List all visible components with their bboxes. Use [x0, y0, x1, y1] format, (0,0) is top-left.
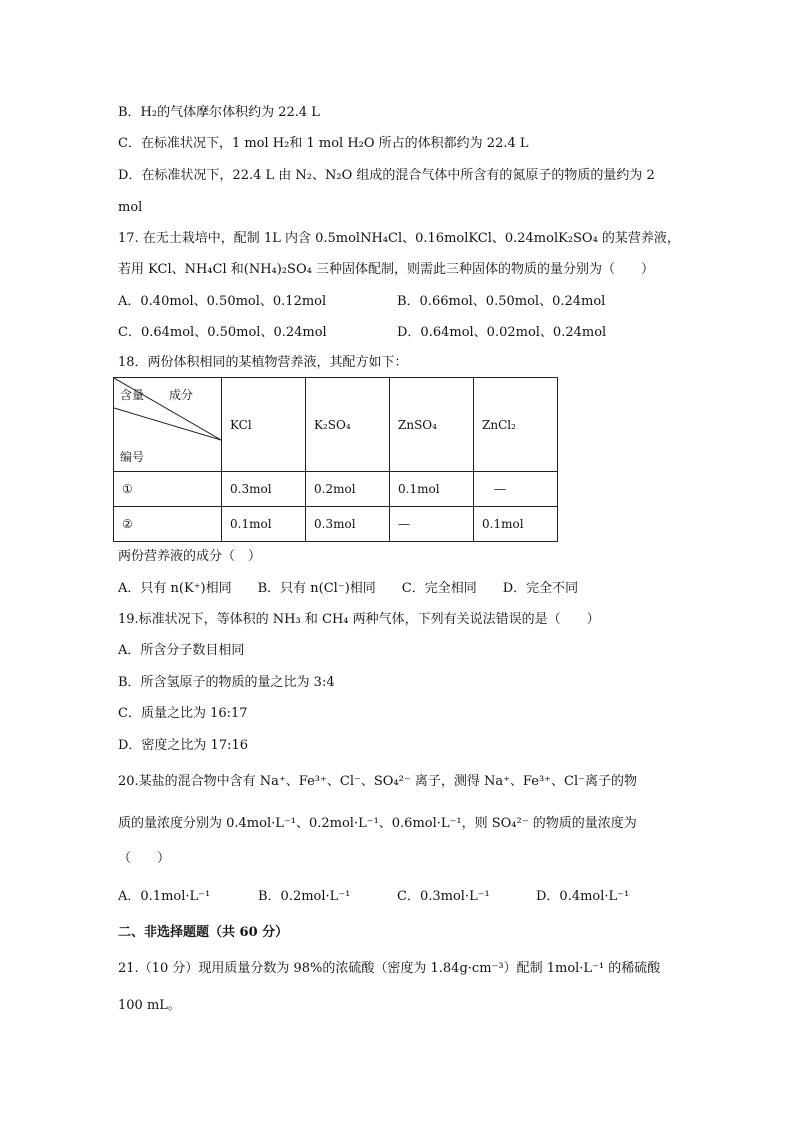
q17-option-b: B．0.66mol、0.50mol、0.24mol — [397, 294, 606, 309]
q19-option-a: A．所含分子数目相同 — [118, 643, 245, 658]
q16-option-b: B．H₂的气体摩尔体积约为 22.4 L — [118, 105, 320, 120]
q17-stem-1: 17. 在无土栽培中，配制 1L 内含 0.5molNH₄Cl、0.16molKCl、0.24molK₂SO₄ 的某营养液， — [118, 231, 680, 246]
q19-option-d: D．密度之比为 17:16 — [118, 738, 249, 753]
table-cell: 0.2mol — [306, 472, 390, 507]
table-cell: 0.1mol — [474, 507, 558, 542]
q20-stem-2: 质的量浓度分别为 0.4mol·L⁻¹、0.2mol·L⁻¹、0.6mol·L⁻¹，则 SO₄²⁻ 的物质的量浓度为 — [118, 816, 637, 831]
table-cell: 0.3mol — [306, 507, 390, 542]
header-content-label: 含量 — [120, 388, 145, 402]
q20-paren: （ ） — [118, 851, 171, 866]
table-cell: 0.1mol — [222, 507, 306, 542]
q17-option-d: D．0.64mol、0.02mol、0.24mol — [397, 325, 607, 340]
q20-option-b: B．0.2mol·L⁻¹ — [258, 889, 351, 904]
table-cell: — — [390, 507, 474, 542]
table-row — [114, 507, 558, 542]
table-cell: 0.3mol — [222, 472, 306, 507]
row-id: ① — [114, 472, 222, 507]
q21-line-2: 100 mL。 — [118, 998, 181, 1013]
column-header: KCl — [222, 378, 306, 472]
q17-option-a: A．0.40mol、0.50mol、0.12mol — [118, 294, 327, 309]
q18-options: A．只有 n(K⁺)相同 B．只有 n(Cl⁻)相同 C．完全相同 D．完全不同 — [118, 581, 579, 596]
q17-stem-2: 若用 KCl、NH₄Cl 和(NH₄)₂SO₄ 三种固体配制，则需此三种固体的物质的量分别为（ ） — [118, 262, 654, 277]
q18-question: 两份营养液的成分（ ） — [118, 549, 262, 564]
table-cell: — — [474, 472, 558, 507]
table-header-diagonal-cell — [114, 378, 222, 472]
q18-stem: 18．两份体积相同的某植物营养液，其配方如下： — [118, 355, 408, 370]
q18-table — [113, 377, 558, 542]
q20-option-c: C．0.3mol·L⁻¹ — [397, 889, 490, 904]
q16-option-d: D．在标准状况下，22.4 L 由 N₂、N₂O 组成的混合气体中所含有的氮原子的物质的量约为 2 — [118, 168, 655, 183]
q19-option-c: C．质量之比为 16:17 — [118, 706, 248, 721]
q19-stem: 19.标准状况下，等体积的 NH₃ 和 CH₄ 两种气体，下列有关说法错误的是（ ） — [118, 612, 600, 627]
q17-option-c: C．0.64mol、0.50mol、0.24mol — [118, 325, 327, 340]
header-number-label: 编号 — [120, 450, 145, 464]
column-header: ZnCl₂ — [474, 378, 558, 472]
q16-option-c: C．在标准状况下，1 mol H₂和 1 mol H₂O 所占的体积都约为 22.4 L — [118, 136, 529, 151]
q21-line-1: 21.（10 分）现用质量分数为 98%的浓硫酸（密度为 1.84g·cm⁻³）配制 1mol·L⁻¹ 的稀硫酸 — [118, 961, 661, 976]
header-component-label: 成分 — [169, 388, 194, 402]
column-header: K₂SO₄ — [306, 378, 390, 472]
q19-option-b: B．所含氢原子的物质的量之比为 3:4 — [118, 675, 335, 690]
section-title: 二、非选择题题（共 60 分） — [118, 925, 289, 940]
table-cell: 0.1mol — [390, 472, 474, 507]
q20-stem-1: 20.某盐的混合物中含有 Na⁺、Fe³⁺、Cl⁻、SO₄²⁻ 离子，测得 Na⁺、Fe³⁺、Cl⁻离子的物 — [118, 774, 637, 789]
column-header: ZnSO₄ — [390, 378, 474, 472]
row-id: ② — [114, 507, 222, 542]
table-row — [114, 472, 558, 507]
q16-option-d-cont: mol — [118, 200, 143, 215]
q20-option-d: D．0.4mol·L⁻¹ — [536, 889, 630, 904]
q20-option-a: A．0.1mol·L⁻¹ — [118, 889, 211, 904]
